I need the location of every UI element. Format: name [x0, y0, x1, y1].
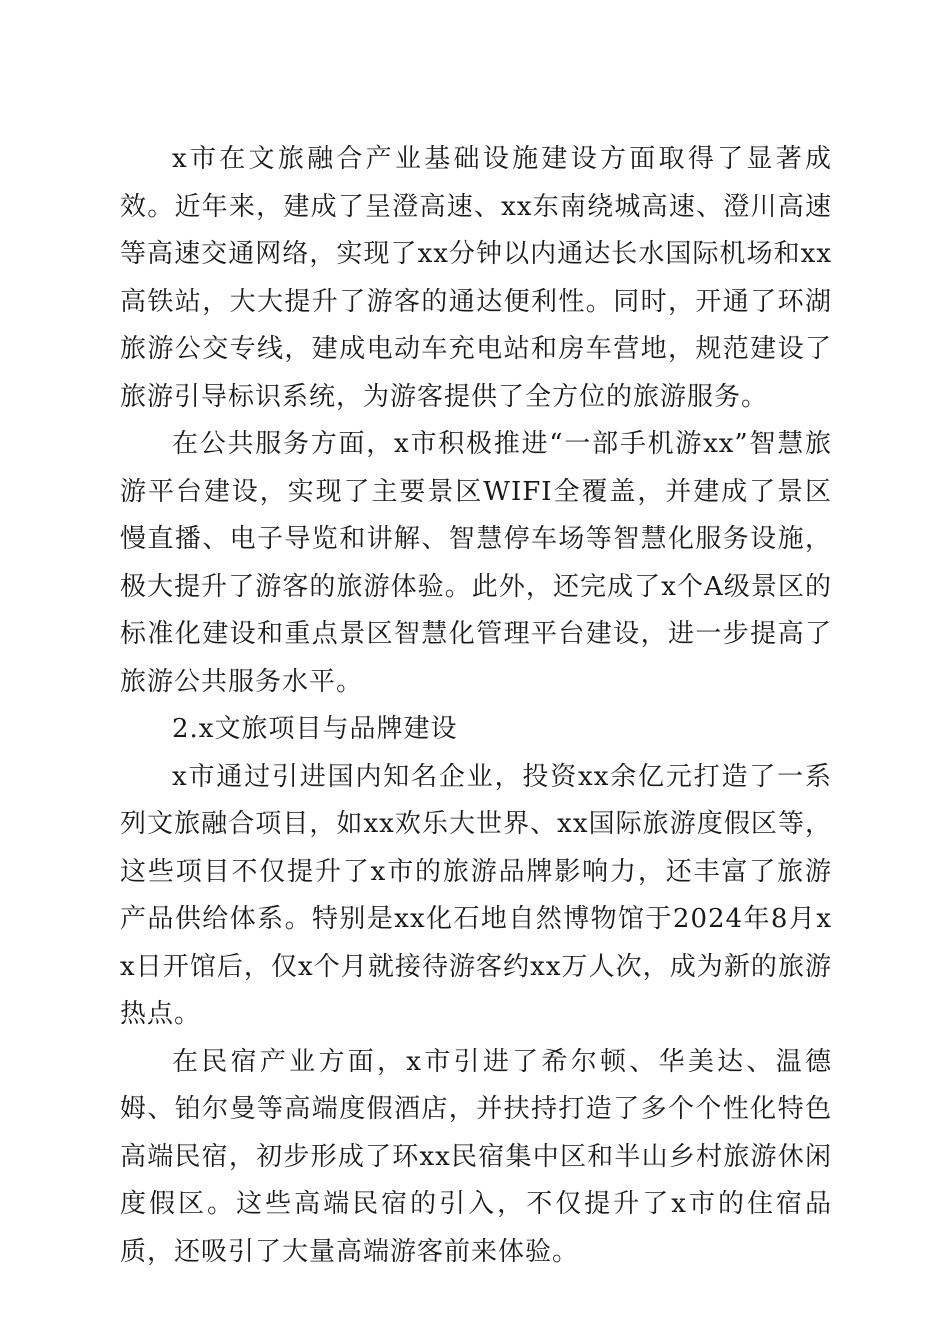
- paragraph-homestay: 在民宿产业方面，x市引进了希尔顿、华美达、温德姆、铂尔曼等高端度假酒店，并扶持打造了多个个性化特色高端民宿，初步形成了环xx民宿集中区和半山乡村旅游休闲度假区。这些高端民宿的引入，不仅提升了x市的住宿品质，还吸引了大量高端游客前来体验。: [120, 1046, 832, 1267]
- paragraph-public-service: 在公共服务方面，x市积极推进“一部手机游xx”智慧旅游平台建设，实现了主要景区WIFI全覆盖，并建成了景区慢直播、电子导览和讲解、智慧停车场等智慧化服务设施，极大提升了游客的旅游体验。此外，还完成了x个A级景区的标准化建设和重点景区智慧化管理平台建设，进一步提高了旅游公共服务水平。: [120, 429, 832, 697]
- paragraph-projects: x市通过引进国内知名企业，投资xx余亿元打造了一系列文旅融合项目，如xx欢乐大世界、xx国际旅游度假区等，这些项目不仅提升了x市的旅游品牌影响力，还丰富了旅游产品供给体系。特别是xx化石地自然博物馆于2024年8月xx日开馆后，仅x个月就接待游客约xx万人次，成为新的旅游热点。: [120, 761, 832, 1029]
- paragraph-infrastructure: x市在文旅融合产业基础设施建设方面取得了显著成效。近年来，建成了呈澄高速、xx东南绕城高速、澄川高速等高速交通网络，实现了xx分钟以内通达长水国际机场和xx高铁站，大大提升了游客的通达便利性。同时，开通了环湖旅游公交专线，建成电动车充电站和房车营地，规范建设了旅游引导标识系统，为游客提供了全方位的旅游服务。: [120, 144, 832, 412]
- document-body: [120, 136, 832, 1276]
- section-heading: 2.x文旅项目与品牌建设: [172, 714, 458, 744]
